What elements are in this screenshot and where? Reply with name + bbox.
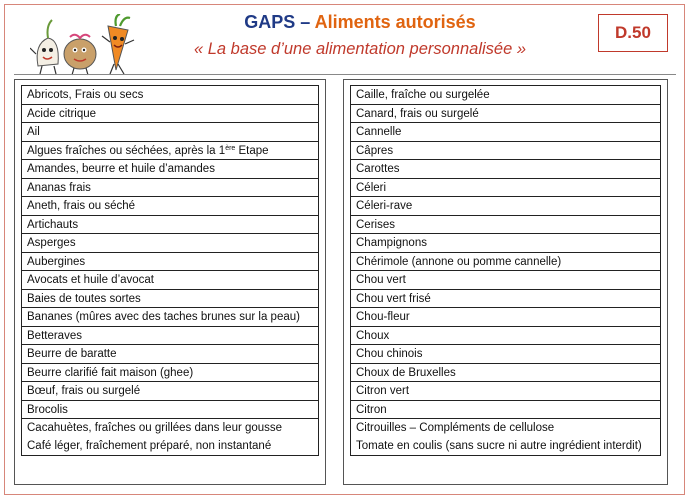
page-subtitle: « La base d’une alimentation personnalisée » [193, 40, 527, 58]
food-list-item [350, 270, 661, 290]
food-list-item [21, 400, 319, 420]
food-list-item [21, 418, 319, 456]
food-list-item [350, 159, 661, 179]
food-list-item [21, 307, 319, 327]
food-item-label: Canard, frais ou surgelé [356, 107, 479, 120]
food-item-label: Abricots, Frais ou secs [27, 89, 144, 101]
right-food-list-panel [343, 79, 668, 485]
left-food-list [21, 85, 319, 456]
food-item-label: Câpres [356, 144, 394, 157]
food-item-label: Citron vert [356, 385, 410, 397]
food-item-label: Avocats et huile d’avocat [27, 274, 155, 286]
food-item-label: Chou vert [356, 274, 406, 286]
food-item-label: Chou vert frisé [356, 292, 431, 305]
food-item-label: Aubergines [27, 255, 86, 268]
food-list-item [350, 363, 661, 383]
food-list-item [21, 215, 319, 235]
food-item-label: Caille, fraîche ou surgelée [356, 89, 490, 101]
food-list-item [350, 400, 661, 420]
food-item-label: Chou-fleur [356, 311, 410, 323]
food-list-item [21, 289, 319, 309]
food-item-label: Café léger, fraîchement préparé, non instantané [27, 440, 272, 452]
right-food-list [350, 85, 661, 456]
food-item-label: Choux [356, 329, 390, 342]
food-list-item [350, 418, 661, 456]
food-list-item [21, 363, 319, 383]
food-item-label: Tomate en coulis (sans sucre ni autre ingrédient interdit) [356, 440, 642, 452]
food-list-item [350, 122, 661, 142]
food-list-item [21, 381, 319, 401]
food-item-label: Aneth, frais ou séché [27, 200, 136, 212]
ordinal-superscript: ère [225, 144, 236, 152]
food-list-item [21, 196, 319, 216]
food-item-label: Algues fraîches ou séchées, après la 1 [27, 144, 226, 157]
food-item-label: Chou chinois [356, 348, 423, 360]
title-prefix: GAPS – [244, 12, 315, 32]
food-list-item [350, 307, 661, 327]
food-item-label: Chérimole (annone ou pomme cannelle) [356, 255, 562, 268]
document-code-badge: D.50 [598, 14, 668, 52]
food-list-item [21, 122, 319, 142]
food-item-label: Baies de toutes sortes [27, 292, 141, 305]
food-item-label: Beurre clarifié fait maison (ghee) [27, 366, 194, 379]
food-list-item [350, 85, 661, 105]
food-item-label: Choux de Bruxelles [356, 366, 456, 379]
food-list-item [350, 326, 661, 346]
food-item-label: Bœuf, frais ou surgelé [27, 385, 141, 397]
food-item-label: Citron [356, 403, 387, 416]
food-list-item [21, 344, 319, 364]
food-item-label: Bananes (mûres avec des taches brunes sur la peau) [27, 311, 300, 323]
food-list-item [21, 104, 319, 124]
page-title [150, 12, 570, 33]
food-list-item [350, 381, 661, 401]
food-item-label: Ail [27, 126, 40, 138]
food-list-item [21, 178, 319, 198]
food-list-item [21, 270, 319, 290]
food-list-item [350, 344, 661, 364]
food-item-label: Artichauts [27, 218, 79, 231]
food-item-label: Amandes, beurre et huile d’amandes [27, 163, 215, 175]
food-item-label: Beurre de baratte [27, 348, 117, 360]
food-item-label: Cerises [356, 218, 395, 231]
food-item-label: Champignons [356, 237, 427, 249]
title-accent: Aliments autorisés [314, 12, 476, 32]
food-list-item [350, 252, 661, 272]
header-divider [14, 74, 676, 75]
left-food-list-panel [14, 79, 326, 485]
vegetable-mascots-icon [30, 14, 138, 76]
food-item-label: Brocolis [27, 403, 68, 416]
food-list-item [21, 85, 319, 105]
food-list-item [21, 252, 319, 272]
food-list-item [350, 141, 661, 161]
food-item-label: Céleri [356, 181, 387, 194]
food-item-label: Cannelle [356, 126, 402, 138]
food-list-item [350, 289, 661, 309]
food-item-label: Citrouilles – Compléments de cellulose [356, 422, 555, 434]
food-list-item [350, 215, 661, 235]
food-list-item [21, 159, 319, 179]
food-item-label: Betteraves [27, 329, 82, 342]
food-list-item [21, 233, 319, 253]
food-item-label: Acide citrique [27, 107, 97, 120]
food-item-label: Cacahuètes, fraîches ou grillées dans leur gousse [27, 422, 283, 434]
food-item-label-suffix: Etape [235, 144, 269, 157]
food-list-item [21, 141, 319, 161]
food-list-item [350, 178, 661, 198]
food-list-item [350, 233, 661, 253]
food-item-label: Céleri-rave [356, 200, 413, 212]
food-list-item [350, 104, 661, 124]
food-list-item [21, 326, 319, 346]
food-item-label: Carottes [356, 163, 400, 175]
food-item-label: Ananas frais [27, 181, 91, 194]
food-list-item [350, 196, 661, 216]
food-item-label: Asperges [27, 237, 76, 249]
